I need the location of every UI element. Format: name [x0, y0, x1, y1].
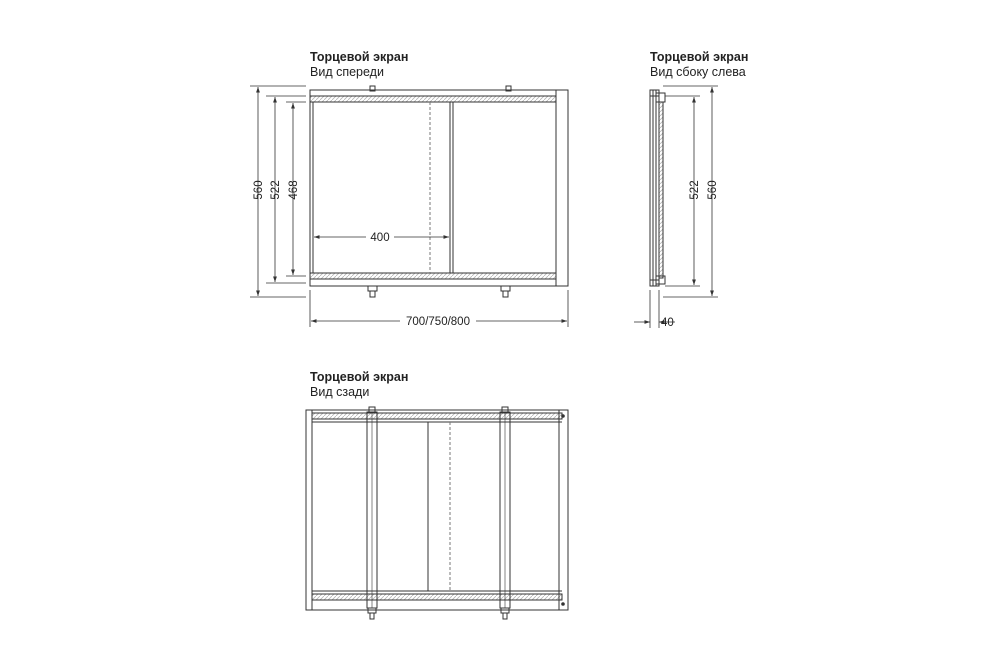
back-outer-frame — [306, 410, 568, 610]
back-right-strip — [559, 410, 568, 610]
front-dimensions — [250, 86, 568, 327]
front-right-panel — [453, 102, 556, 273]
front-dimension-labels — [253, 180, 476, 328]
front-view-title: Торцевой экран — [310, 50, 409, 64]
back-top-rail — [312, 413, 562, 419]
side-top-bracket — [656, 93, 665, 102]
front-top-rail — [310, 96, 556, 102]
side-view-title: Торцевой экран — [650, 50, 749, 64]
dim-label-522-front: 522 — [270, 180, 282, 200]
front-outer-frame — [310, 90, 568, 286]
back-screw-bottom — [562, 603, 565, 606]
front-view — [310, 86, 568, 297]
front-left-panel — [313, 102, 450, 273]
front-foot-right — [501, 286, 510, 297]
side-inner-strip — [659, 102, 663, 278]
back-support-left — [367, 407, 377, 619]
side-body — [650, 90, 659, 286]
back-bottom-rail — [312, 594, 562, 600]
back-support-right — [500, 407, 510, 619]
dim-label-40: 40 — [661, 317, 674, 329]
back-view-title: Торцевой экран — [310, 370, 409, 384]
back-view-subtitle: Вид сзади — [310, 385, 370, 399]
dim-label-400: 400 — [370, 232, 390, 244]
dim-label-468-front: 468 — [288, 180, 300, 200]
front-bottom-rail — [310, 273, 556, 279]
back-view — [306, 407, 568, 619]
side-dimensions — [634, 86, 718, 328]
side-view — [650, 90, 665, 286]
dim-label-560-front: 560 — [253, 180, 265, 200]
side-view-subtitle: Вид сбоку слева — [650, 65, 746, 79]
dim-label-total-width: 700/750/800 — [406, 316, 470, 328]
dim-label-522-side: 522 — [689, 180, 701, 200]
front-foot-left — [368, 286, 377, 297]
side-dimension-labels — [661, 180, 719, 329]
front-view-subtitle: Вид спереди — [310, 65, 384, 79]
back-screw-top — [562, 415, 565, 418]
dim-label-560-side: 560 — [707, 180, 719, 200]
